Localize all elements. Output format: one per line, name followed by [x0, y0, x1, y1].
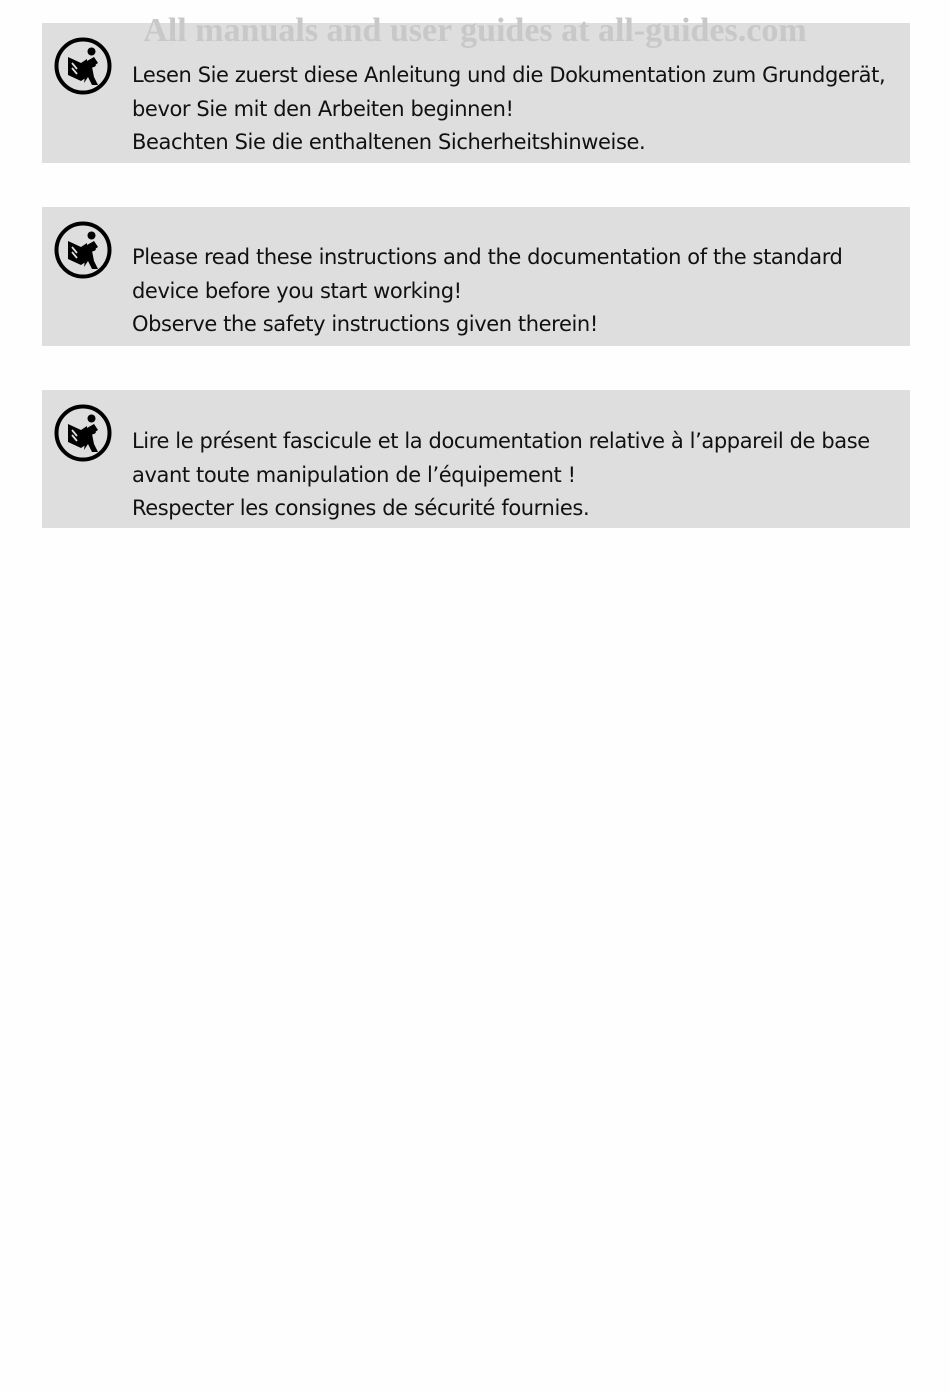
- read-manual-icon: [54, 404, 112, 462]
- notice-line: Lire le présent fascicule et la documentation relative à l’appareil de base: [132, 429, 870, 453]
- read-manual-icon: [54, 221, 112, 279]
- notice-line: avant toute manipulation de l’équipement !: [132, 462, 576, 487]
- notice-text-french: [132, 425, 902, 526]
- notice-line: Observe the safety instructions given therein!: [132, 312, 598, 336]
- notice-box-english: [42, 207, 910, 346]
- notice-line: Respecter les consignes de sécurité fournies.: [132, 496, 590, 520]
- notice-box-french: [42, 390, 910, 528]
- notice-line: bevor Sie mit den Arbeiten beginnen!: [132, 96, 514, 121]
- notice-text-english: [132, 241, 902, 342]
- watermark-text: All manuals and user guides at all-guides.com: [143, 12, 807, 49]
- notice-line: device before you start working!: [132, 278, 462, 303]
- notice-line: Beachten Sie die enthaltenen Sicherheitshinweise.: [132, 130, 646, 154]
- notice-text-german: [132, 59, 902, 160]
- notice-line: Lesen Sie zuerst diese Anleitung und die Dokumentation zum Grundgerät,: [132, 63, 886, 87]
- notice-line: Please read these instructions and the documentation of the standard: [132, 245, 843, 269]
